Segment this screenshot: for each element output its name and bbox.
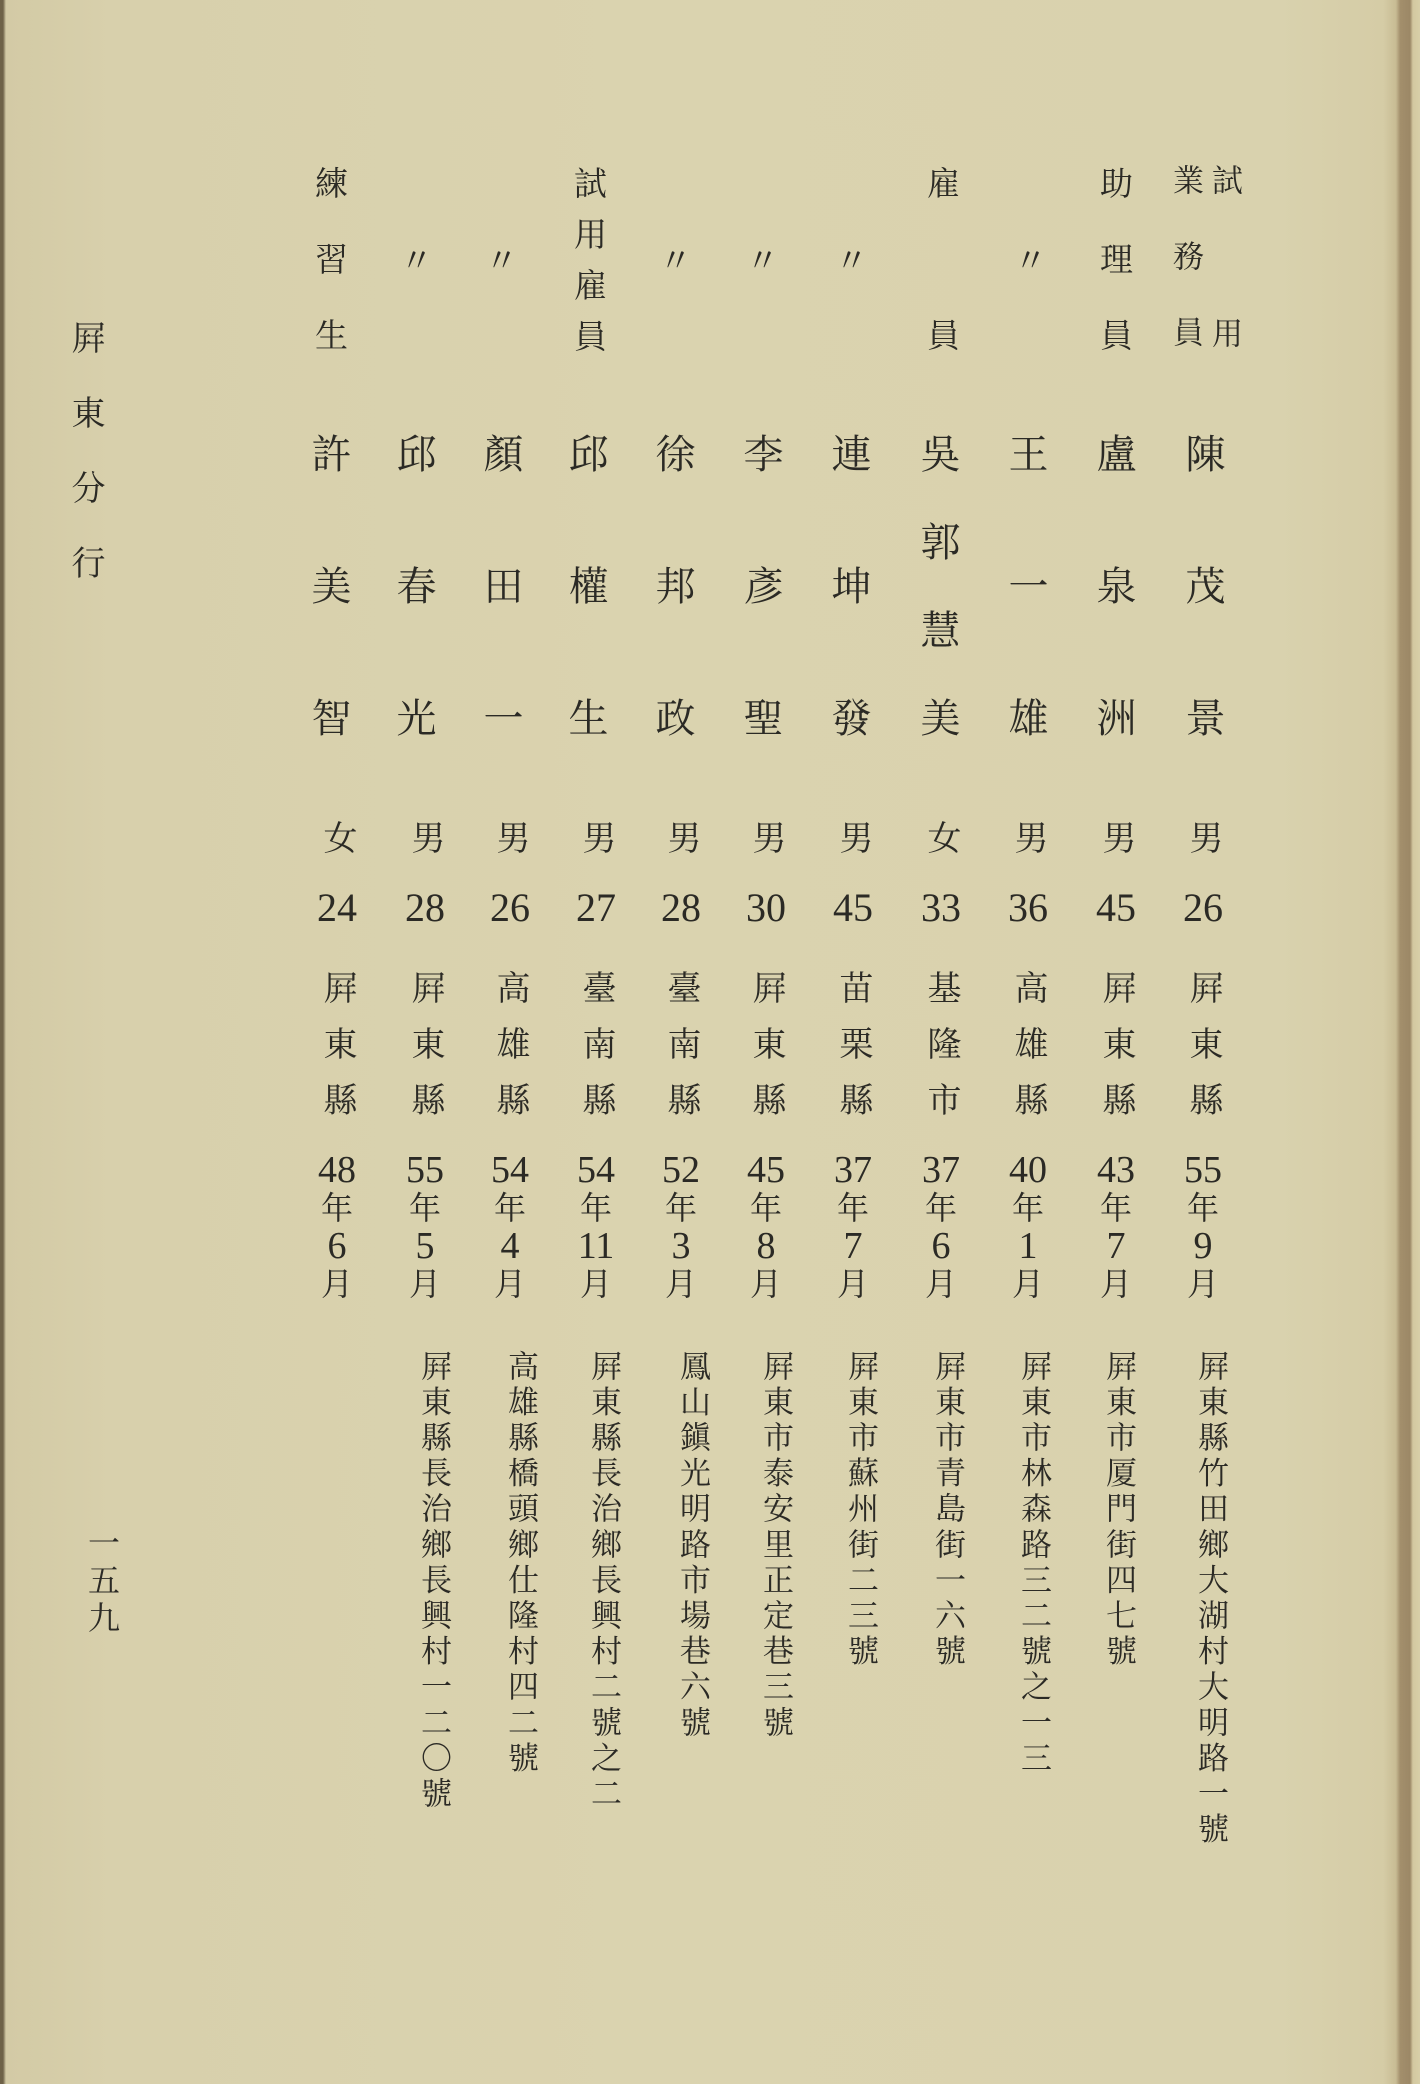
job-title-part-left: 業務員 xyxy=(1167,164,1203,392)
year-unit: 年 xyxy=(749,1189,782,1227)
ditto-mark: 〃 xyxy=(480,243,519,276)
year-unit: 年 xyxy=(1011,1189,1044,1227)
hire-year: 43 xyxy=(1097,1149,1135,1191)
page-number: 一五九 xyxy=(83,1526,121,1639)
staff-name: 顏田一 xyxy=(477,433,523,829)
staff-birthplace: 基隆市 xyxy=(921,970,961,1138)
staff-sex: 男 xyxy=(490,820,530,854)
staff-address: 屛東縣長治鄉長興村一二〇號 xyxy=(415,1350,451,1813)
staff-sex: 男 xyxy=(405,820,445,854)
staff-sex: 男 xyxy=(1183,820,1223,854)
month-unit: 月 xyxy=(579,1265,612,1303)
staff-age: 24 xyxy=(317,885,357,930)
staff-birthplace: 屛東縣 xyxy=(317,970,357,1138)
hire-date xyxy=(988,1151,1068,1303)
hire-date xyxy=(556,1151,636,1303)
ditto-mark: 〃 xyxy=(654,243,693,276)
staff-name: 吳郭慧美 xyxy=(914,433,960,785)
staff-age: 27 xyxy=(576,885,616,930)
staff-sex: 男 xyxy=(576,820,616,854)
staff-name: 盧泉洲 xyxy=(1090,433,1136,829)
year-unit: 年 xyxy=(664,1189,697,1227)
hire-month: 7 xyxy=(1106,1225,1126,1267)
hire-date xyxy=(385,1151,465,1303)
hire-year: 48 xyxy=(318,1149,356,1191)
staff-birthplace: 屛東縣 xyxy=(1183,970,1223,1138)
hire-year: 37 xyxy=(922,1149,960,1191)
staff-address: 屛東市林森路三二號之一三 xyxy=(1015,1350,1051,1778)
month-unit: 月 xyxy=(664,1265,697,1303)
ditto-mark: 〃 xyxy=(741,243,780,276)
staff-birthplace: 高雄縣 xyxy=(490,970,530,1138)
ditto-mark: 〃 xyxy=(830,243,869,276)
staff-address: 鳳山鎭光明路市場巷六號 xyxy=(674,1350,710,1742)
hire-date xyxy=(641,1151,721,1303)
staff-sex: 男 xyxy=(1096,820,1136,854)
staff-name: 許美智 xyxy=(305,433,351,829)
hire-year: 37 xyxy=(834,1149,872,1191)
month-unit: 月 xyxy=(493,1265,526,1303)
year-unit: 年 xyxy=(408,1189,441,1227)
month-unit: 月 xyxy=(1186,1265,1219,1303)
year-unit: 年 xyxy=(320,1189,353,1227)
staff-age: 28 xyxy=(405,885,445,930)
hire-month: 4 xyxy=(500,1225,520,1267)
staff-birthplace: 屛東縣 xyxy=(746,970,786,1138)
staff-name: 連坤發 xyxy=(825,433,871,829)
hire-month: 11 xyxy=(577,1225,615,1267)
staff-name: 王一雄 xyxy=(1002,433,1048,829)
staff-age: 36 xyxy=(1008,885,1048,930)
hire-date xyxy=(813,1151,893,1303)
month-unit: 月 xyxy=(749,1265,782,1303)
ditto-mark: 〃 xyxy=(395,243,434,276)
staff-sex: 女 xyxy=(317,820,357,854)
staff-birthplace: 屛東縣 xyxy=(1096,970,1136,1138)
month-unit: 月 xyxy=(1011,1265,1044,1303)
hire-month: 9 xyxy=(1193,1225,1213,1267)
staff-sex: 男 xyxy=(1008,820,1048,854)
hire-year: 55 xyxy=(406,1149,444,1191)
staff-name: 邱權生 xyxy=(562,433,608,829)
staff-age: 26 xyxy=(1183,885,1223,930)
hire-year: 40 xyxy=(1009,1149,1047,1191)
hire-month: 6 xyxy=(931,1225,951,1267)
staff-birthplace: 苗栗縣 xyxy=(833,970,873,1138)
hire-month: 7 xyxy=(843,1225,863,1267)
hire-date xyxy=(726,1151,806,1303)
staff-birthplace: 屛東縣 xyxy=(405,970,445,1138)
staff-age: 26 xyxy=(490,885,530,930)
year-unit: 年 xyxy=(924,1189,957,1227)
hire-date xyxy=(1163,1151,1243,1303)
staff-sex: 男 xyxy=(746,820,786,854)
hire-month: 1 xyxy=(1018,1225,1038,1267)
hire-date xyxy=(470,1151,550,1303)
job-title: 助理員 xyxy=(1095,166,1134,394)
staff-birthplace: 高雄縣 xyxy=(1008,970,1048,1138)
job-title: 練習生 xyxy=(310,166,349,394)
year-unit: 年 xyxy=(579,1189,612,1227)
month-unit: 月 xyxy=(408,1265,441,1303)
staff-address: 高雄縣橋頭鄉仕隆村四二號 xyxy=(502,1350,538,1778)
staff-sex: 男 xyxy=(661,820,701,854)
job-title-part-right: 試用 xyxy=(1206,164,1242,470)
hire-year: 54 xyxy=(491,1149,529,1191)
staff-address: 屛東縣竹田鄉大湖村大明路一號 xyxy=(1192,1350,1228,1849)
job-title: 雇員 xyxy=(922,166,961,470)
staff-sex: 男 xyxy=(833,820,873,854)
staff-age: 30 xyxy=(746,885,786,930)
staff-age: 33 xyxy=(921,885,961,930)
year-unit: 年 xyxy=(1186,1189,1219,1227)
month-unit: 月 xyxy=(1099,1265,1132,1303)
hire-date xyxy=(901,1151,981,1303)
month-unit: 月 xyxy=(836,1265,869,1303)
ditto-mark: 〃 xyxy=(1009,243,1048,276)
staff-name: 徐邦政 xyxy=(649,433,695,829)
section-title: 屛東分行 xyxy=(65,320,105,620)
year-unit: 年 xyxy=(836,1189,869,1227)
staff-address: 屛東市厦門街四七號 xyxy=(1100,1350,1136,1671)
staff-birthplace: 臺南縣 xyxy=(661,970,701,1138)
staff-birthplace: 臺南縣 xyxy=(576,970,616,1138)
staff-age: 45 xyxy=(1096,885,1136,930)
hire-month: 5 xyxy=(415,1225,435,1267)
staff-address: 屛東市蘇州街二三號 xyxy=(842,1350,878,1671)
staff-name: 邱春光 xyxy=(390,433,436,829)
year-unit: 年 xyxy=(493,1189,526,1227)
month-unit: 月 xyxy=(924,1265,957,1303)
hire-year: 45 xyxy=(747,1149,785,1191)
staff-age: 28 xyxy=(661,885,701,930)
hire-date xyxy=(297,1151,377,1303)
hire-date xyxy=(1076,1151,1156,1303)
hire-month: 6 xyxy=(327,1225,347,1267)
staff-sex: 女 xyxy=(921,820,961,854)
job-title: 試用雇員 xyxy=(569,166,608,370)
hire-month: 3 xyxy=(671,1225,691,1267)
staff-name: 陳茂景 xyxy=(1179,433,1225,829)
staff-name: 李彥聖 xyxy=(737,433,783,829)
staff-address: 屛東市泰安里正定巷三號 xyxy=(757,1350,793,1742)
staff-address: 屛東縣長治鄉長興村二號之二 xyxy=(585,1350,621,1813)
hire-year: 55 xyxy=(1184,1149,1222,1191)
month-unit: 月 xyxy=(320,1265,353,1303)
staff-address: 屛東市青島街一六號 xyxy=(929,1350,965,1671)
staff-age: 45 xyxy=(833,885,873,930)
hire-month: 8 xyxy=(756,1225,776,1267)
hire-year: 54 xyxy=(577,1149,615,1191)
year-unit: 年 xyxy=(1099,1189,1132,1227)
hire-year: 52 xyxy=(662,1149,700,1191)
